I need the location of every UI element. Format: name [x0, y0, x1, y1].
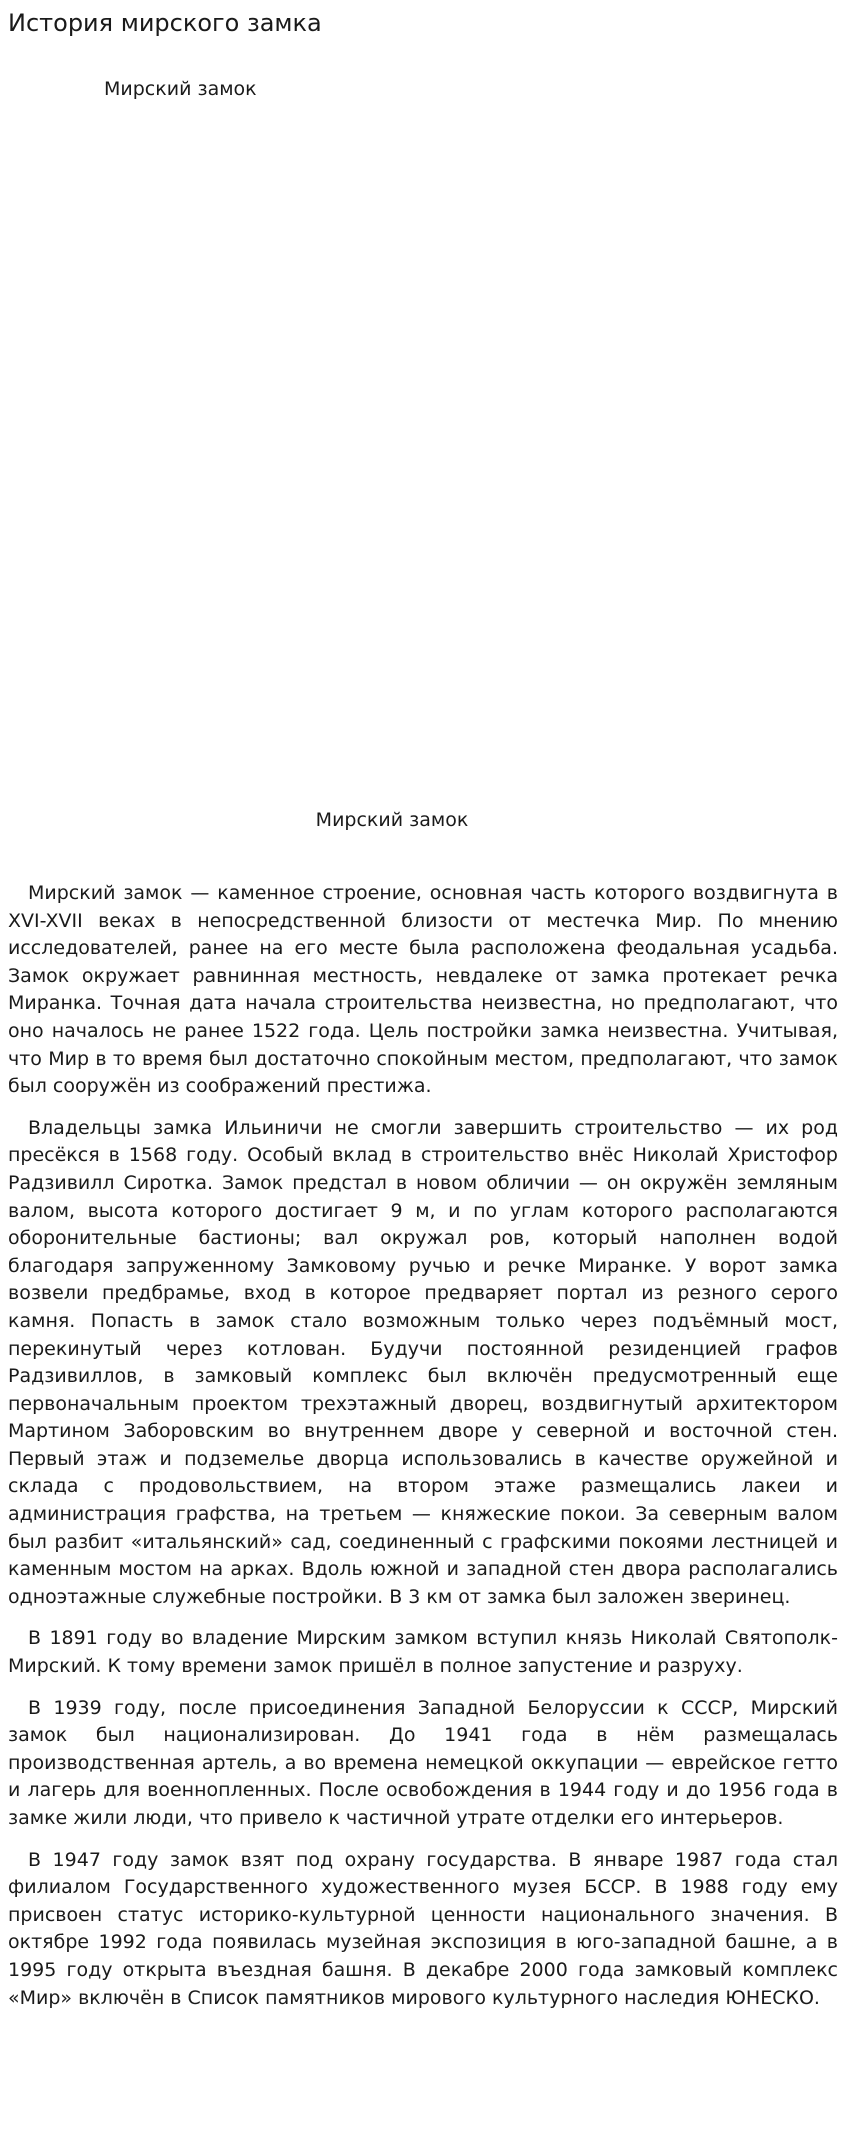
- figure-caption: Мирский замок: [315, 809, 469, 831]
- image-alt-text: Мирский замок: [104, 78, 257, 100]
- article-paragraph: Владельцы замка Ильиничи не смогли завершить строительство — их род пресёкся в 1568 году. Особый вклад в строительство внёс Николай Христофор Радзивилл Сиротка. Замок предстал в новом обличии — он окружён земляным валом, высота которого достигает 9 м, и по углам которого располагаются оборонительные бастионы; вал окружал ров, который наполнен водой благодаря запруженному Замковому ручью и речке Миранке. У ворот замка возвели предбрамье, вход в которое предваряет портал из резного серого камня. Попасть в замок стало возможным только через подъёмный мост, перекинутый через котлован. Будучи постоянной резиденцией графов Радзивиллов, в замковый комплекс был включён предусмотренный еще первоначальным проектом трехэтажный дворец, воздвигнутый архитектором Мартином Заборовским во внутреннем дворе у северной и восточной стен. Первый этаж и подземелье дворца использовались в качестве оружейной и склада с продовольствием, на втором этаже размещались лакеи и администрация графства, на третьем — княжеские покои. За северным валом был разбит «итальянский» сад, соединенный с графскими покоями лестницей и каменным мостом на арках. Вдоль южной и западной стен двора располагались одноэтажные служебные постройки. В 3 км от замка был заложен зверинец.: [8, 1116, 838, 1608]
- castle-figure: [104, 76, 680, 833]
- page-title: История мирского замка: [8, 9, 322, 37]
- article-paragraph: В 1891 году во владение Мирским замком вступил князь Николай Святополк-Мирский. К тому времени замок пришёл в полное запустение и разруху.: [8, 1627, 838, 1678]
- article-paragraph: В 1947 году замок взят под охрану государства. В январе 1987 года стал филиалом Государственного художественного музея БССР. В 1988 году ему присвоен статус историко-культурной ценности национального значения. В октябре 1992 года появилась музейная экспозиция в юго-западной башне, а в 1995 году открыта въездная башня. В декабре 2000 года замковый комплекс «Мир» включён в Список памятников мирового культурного наследия ЮНЕСКО.: [8, 1848, 838, 2009]
- article-paragraph: Мирский замок — каменное строение, основная часть которого воздвигнута в XVI-XVII веках в непосредственной близости от местечка Мир. По мнению исследователей, ранее на его месте была расположена феодальная усадьба. Замок окружает равнинная местность, невдалеке от замка протекает речка Миранка. Точная дата начала строительства неизвестна, но предполагают, что оно началось не ранее 1522 года. Цель постройки замка неизвестна. Учитывая, что Мир в то время был достаточно спокойным местом, предполагают, что замок был сооружён из соображений престижа.: [8, 882, 838, 1098]
- article-body: [8, 880, 838, 2026]
- castle-image-placeholder: [104, 102, 680, 802]
- article-paragraph: В 1939 году, после присоединения Западной Белоруссии к СССР, Мирский замок был национализирован. До 1941 года в нём размещалась производственная артель, а во времена немецкой оккупации — еврейское гетто и лагерь для военнопленных. После освобождения в 1944 году и до 1956 года в замке жили люди, что привело к частичной утрате отделки его интерьеров.: [8, 1696, 838, 1829]
